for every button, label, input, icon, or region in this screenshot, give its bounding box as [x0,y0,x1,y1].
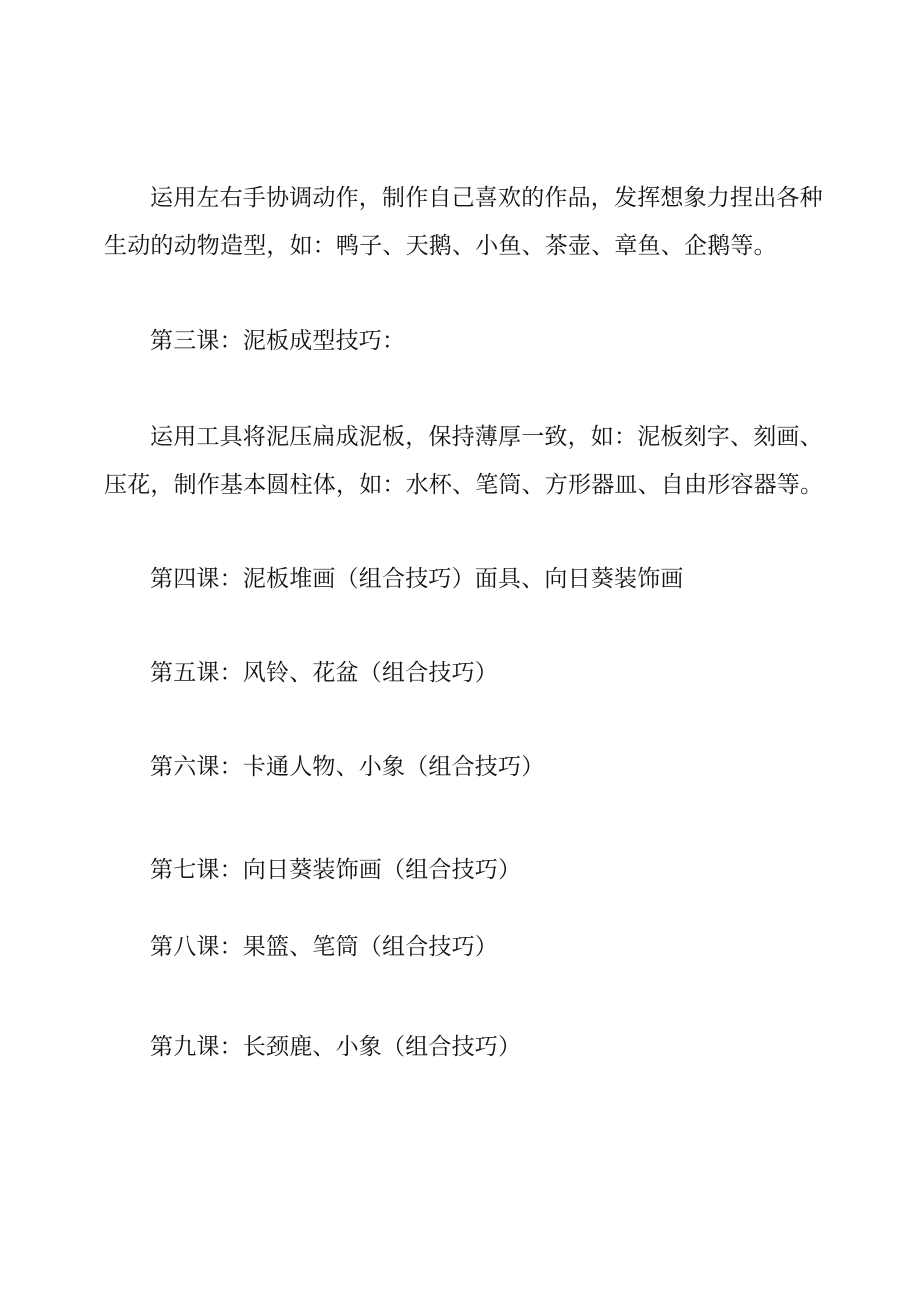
paragraph-slab-techniques: 运用工具将泥压扁成泥板，保持薄厚一致，如：泥板刻字、刻画、压花，制作基本圆柱体，如：水杯、笔筒、方形器皿、自由形容器等。 [104,424,824,498]
lesson-6: 第六课：卡通人物、小象（组合技巧） [150,754,545,780]
lesson-9: 第九课：长颈鹿、小象（组合技巧） [150,1034,522,1060]
lesson-7: 第七课：向日葵装饰画（组合技巧） [150,857,522,883]
paragraph-animal-modeling: 运用左右手协调动作，制作自己喜欢的作品，发挥想象力捏出各种生动的动物造型，如：鸭子、天鹅、小鱼、茶壶、章鱼、企鹅等。 [104,185,823,259]
lesson-3-heading: 第三课：泥板成型技巧： [150,328,406,354]
lesson-5: 第五课：风铃、花盆（组合技巧） [150,660,498,686]
lesson-8: 第八课：果篮、笔筒（组合技巧） [150,934,498,960]
lesson-4: 第四课：泥板堆画（组合技巧）面具、向日葵装饰画 [150,566,684,592]
